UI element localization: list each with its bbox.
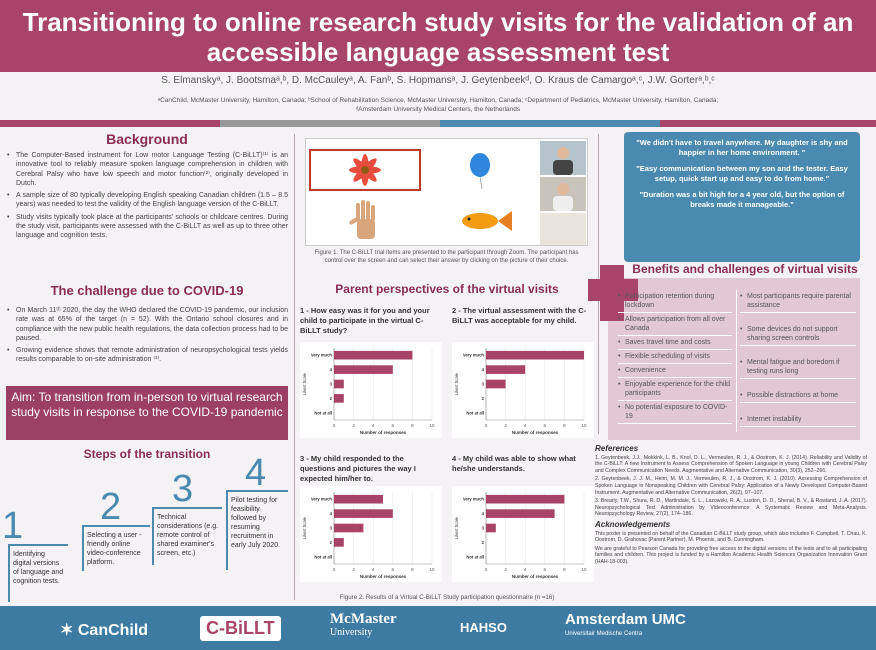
column-divider <box>736 290 737 432</box>
affiliation-line: ᵈAmsterdam University Medical Centers, the Netherlands <box>355 106 521 113</box>
x-axis-label: Number of responses <box>359 574 407 579</box>
list-item: • Most participants require parental assistance <box>740 290 856 313</box>
y-tick-label: 4 <box>481 367 484 373</box>
y-tick-label: 4 <box>329 367 332 373</box>
list-item: • On March 11ᵗʰ 2020, the day the WHO declared the COVID-19 pandemic, our inclusion rate was at 65% of the target (n = 52). With the Ontario school closures and in compliance with the new public health regulations, the data collection process had to be paused. <box>6 306 288 343</box>
poster-title: Transitioning to online research study visits for the validation of an accessible language assessment test <box>22 7 854 67</box>
flower-icon <box>311 151 419 189</box>
bar <box>486 495 564 504</box>
bar-chart-q1 <box>300 342 442 438</box>
x-tick-label: 2 <box>504 567 507 572</box>
benefits-list <box>618 290 732 424</box>
step-number: 3 <box>172 468 194 510</box>
logo-text: CanChild <box>77 622 149 639</box>
quote: "Easy communication between my son and the tester. Easy setup, quick start up and easy to do from home." <box>636 164 848 183</box>
step-box: Technical considerations (e.g. remote control of shared examiner's screen, etc.) <box>152 507 222 565</box>
x-tick-label: 4 <box>371 423 375 428</box>
y-tick-label: Not at all <box>466 554 484 560</box>
benefits-heading: Benefits and challenges of virtual visits <box>632 262 858 276</box>
list-item: • Growing evidence shows that remote administration of neuropsychological tests yields results comparable to on-site administration ⁽³⁾. <box>6 346 288 365</box>
affiliation-line: ᵃCanChild, McMaster University, Hamilton, Canada; ᵇSchool of Rehabilitation Science, McMaster University, Hamilton, Canada; ᶜDepartment of Pediatrics, McMaster University, Hamilton, Canada; <box>157 97 719 104</box>
list-item: • The Computer-Based instrument for Low motor Language Testing (C-BiLLT)⁽¹⁾ is an innovative tool to reliably measure spoken language comprehension in children with Cerebral Palsy who have low speech and motor function⁽²⁾, originally developed in Dutch. <box>6 151 288 188</box>
bar <box>334 495 383 504</box>
bar <box>486 524 496 533</box>
steps-heading: Steps of the transition <box>83 447 211 461</box>
hand-image <box>309 197 421 243</box>
cbillt-logo: C-BiLLT <box>200 616 281 641</box>
acknowledgement-item: This poster is presented on behalf of the Canadian C-BiLLT study group, which also includes F. Campbell, T. Chau, K. Oostrom, D. Grahovac (Parent Partner), M. Phoenix, and B. Cunningham. <box>595 530 867 544</box>
x-tick-label: 6 <box>543 423 547 428</box>
list-item: • Internet instability <box>740 413 856 427</box>
bar <box>334 351 412 360</box>
goldfish-image <box>424 197 536 243</box>
figure-2-caption: Figure 2. Results of a Virtual C-BiLLT Study participation questionnaire (n =16) <box>339 594 555 601</box>
divider-rule <box>440 120 660 127</box>
hand-icon <box>309 197 421 243</box>
list-item: • Participation retention during lockdown <box>618 290 732 313</box>
y-tick-label: Very much <box>462 352 484 358</box>
list-item: • A sample size of 80 typically developing English speaking Canadian children (1.5 – 8.5 years) was needed to test the validity of the English language version of the C-BiLLT. <box>6 191 288 210</box>
x-tick-label: 8 <box>411 567 414 572</box>
x-tick-label: 4 <box>523 567 527 572</box>
bar <box>334 394 344 403</box>
list-item: • Saves travel time and costs <box>618 336 732 350</box>
question-4: 4 - My child was able to show what he/she understands. <box>452 454 576 473</box>
goldfish-icon <box>424 197 536 243</box>
canchild-icon: ✶ <box>60 622 74 639</box>
x-tick-label: 10 <box>429 567 435 572</box>
x-tick-label: 10 <box>429 423 435 428</box>
canchild-logo <box>60 620 148 640</box>
logo-subtext: Universitair Medische Centra <box>565 631 643 637</box>
list-item: • Mental fatigue and boredom if testing runs long <box>740 356 856 379</box>
y-tick-label: Very much <box>462 496 484 502</box>
x-axis-label: Number of responses <box>359 430 407 435</box>
divider-rule <box>660 120 876 127</box>
author-list: S. Elmanskyᵃ, J. Bootsmaᵃ,ᵇ, D. McCauleyᵃ, A. Fanᵇ, S. Hopmansᵃ, J. Geytenbeekᵈ, O. Kraus de Camargoᵃ,ᶜ, J.W. Gorterᵃ,ᵇ,ᶜ <box>161 75 715 86</box>
divider-rule <box>0 120 220 127</box>
figure-1-caption: Figure 1. The C-BiLLT trial items are presented to the participant through Zoom. The participant has control over the screen and can select their answer by clicking on the picture of their choice. <box>314 250 579 264</box>
x-tick-label: 4 <box>371 567 375 572</box>
bar <box>334 524 363 533</box>
y-tick-label: 3 <box>329 525 332 531</box>
x-tick-label: 0 <box>484 423 488 428</box>
y-tick-label: Very much <box>310 352 332 358</box>
x-tick-label: 10 <box>581 567 587 572</box>
divider-rule <box>220 120 440 127</box>
y-tick-label: Not at all <box>314 410 332 416</box>
bar-chart-q3 <box>300 486 442 582</box>
bar-chart-q2 <box>452 342 594 438</box>
x-tick-label: 6 <box>391 423 395 428</box>
x-tick-label: 8 <box>563 423 566 428</box>
list-item: • No potential exposure to COVID-19 <box>618 401 732 424</box>
poster-banner <box>0 0 876 72</box>
x-axis-label: Number of responses <box>511 574 559 579</box>
reference-item: 2. Geytenbeek, J. J. M., Heim, M. M. J., Vermeulen, R. J., & Oostrom, K. J. (2010). Assessing Comprehension of Spoken Language in Nonspeaking Children with Cerebral Palsy: Application of a Newly Developed Computer-Based Instrument. Augmentative and Alternative Communication, 26(2), 97–107. <box>595 476 867 496</box>
references-section <box>595 446 867 568</box>
affiliations <box>0 96 876 114</box>
references-heading: References <box>595 444 639 453</box>
amsterdam-umc-logo <box>565 612 686 642</box>
x-tick-label: 4 <box>523 423 527 428</box>
y-tick-label: 3 <box>481 381 484 387</box>
step-number: 4 <box>245 452 267 494</box>
x-tick-label: 6 <box>543 567 547 572</box>
step-box: Pilot testing for feasibility followed by resuming recruitment in early July 2020. <box>226 490 288 570</box>
column-divider <box>294 134 295 600</box>
x-tick-label: 0 <box>484 567 488 572</box>
list-item: • Flexible scheduling of visits <box>618 350 732 364</box>
y-tick-label: 2 <box>481 539 484 545</box>
zoom-screenshot <box>305 138 588 246</box>
y-axis-label: Likert Scale <box>454 373 459 395</box>
bar <box>334 365 393 374</box>
acknowledgement-item: We are grateful to Pearson Canada for providing free access to the digital versions of the tests and to all participating families and children. This project is funded by a Hamilton Academic Health Sciences Organization Innovation Grant (HAH-18-003). <box>595 545 867 565</box>
logo-subtext: University <box>330 627 373 638</box>
y-tick-label: 2 <box>481 395 484 401</box>
person-icon <box>540 141 586 175</box>
background-list <box>6 151 288 244</box>
covid-list <box>6 306 288 368</box>
x-tick-label: 0 <box>332 423 336 428</box>
bar-chart-q4 <box>452 486 594 582</box>
x-axis-label: Number of responses <box>511 430 559 435</box>
bar <box>334 380 344 389</box>
list-item: • Some devices do not support sharing screen controls <box>740 323 856 346</box>
y-tick-label: 3 <box>481 525 484 531</box>
y-tick-label: 4 <box>481 511 484 517</box>
x-tick-label: 8 <box>563 567 566 572</box>
aim-box: Aim: To transition from in-person to virtual research study visits in response to the COVID-19 pandemic <box>6 386 288 440</box>
hahso-logo: HAHSO <box>460 620 507 635</box>
y-tick-label: Not at all <box>314 554 332 560</box>
question-3: 3 - My child responded to the questions and pictures the way I expected him/her to. <box>300 454 416 483</box>
quote: "We didn't have to travel anywhere. My daughter is shy and happier in her home environment. " <box>636 138 848 157</box>
bar <box>486 365 525 374</box>
x-tick-label: 2 <box>504 423 507 428</box>
challenges-list <box>740 290 856 427</box>
parent-quotes <box>624 132 860 262</box>
background-heading: Background <box>106 131 188 147</box>
list-item: • Convenience <box>618 364 732 378</box>
list-item: • Possible distractions at home <box>740 389 856 403</box>
bar <box>486 509 555 518</box>
question-1: 1 - How easy was it for you and your child to participate in the virtual C-BiLLT study? <box>300 306 430 335</box>
x-tick-label: 10 <box>581 423 587 428</box>
step-number: 1 <box>2 505 24 547</box>
video-tile <box>540 141 586 175</box>
balloon-image <box>424 149 536 191</box>
quote: "Duration was a bit high for a 4 year old, but the option of breaks made it manageable." <box>639 190 845 209</box>
x-tick-label: 2 <box>352 423 355 428</box>
x-tick-label: 6 <box>391 567 395 572</box>
step-number: 2 <box>100 486 122 528</box>
bar <box>486 351 584 360</box>
y-tick-label: 3 <box>329 381 332 387</box>
mcmaster-logo <box>330 612 397 640</box>
y-tick-label: Not at all <box>466 410 484 416</box>
list-item: • Enjoyable experience for the child participants <box>618 378 732 401</box>
balloon-icon <box>424 149 536 191</box>
y-tick-label: 4 <box>329 511 332 517</box>
y-tick-label: Very much <box>310 496 332 502</box>
logo-text: McMaster <box>330 611 397 627</box>
step-box: Identifying digital versions of language and cognition tests. <box>8 544 68 602</box>
y-axis-label: Likert Scale <box>302 373 307 395</box>
x-tick-label: 8 <box>411 423 414 428</box>
list-item: • Allows participation from all over Canada <box>618 313 732 336</box>
logo-text: Amsterdam UMC <box>565 611 686 628</box>
flower-image <box>309 149 421 191</box>
covid-heading: The challenge due to COVID-19 <box>50 283 244 298</box>
bar <box>334 509 393 518</box>
reference-item: 1. Geytenbeek, J.J., Mokkink, L. B., Knol, D. L., Vermeulen, R. J., & Oostrom, K. J. (2014). Reliability and Validity of the C-BiLLT: A new Instrument to Assess Comprehension of Spoken Language in young Children with Cerebral Palsy and Complex Communication Needs. Augmentative and Alternative Communication, 30(3), 252–266. <box>595 454 867 474</box>
parent-perspectives-heading: Parent perspectives of the virtual visits <box>335 282 559 296</box>
y-axis-label: Likert Scale <box>454 517 459 539</box>
x-tick-label: 2 <box>352 567 355 572</box>
step-box: Selecting a user - friendly online video-conference platform. <box>82 525 150 571</box>
video-tile <box>540 213 586 245</box>
x-tick-label: 0 <box>332 567 336 572</box>
list-item: • Study visits typically took place at the participants' schools or childcare centres. During the study visit, participants were assessed with the C-BiLLT as well as up to three other language and cognition tests. <box>6 213 288 241</box>
person-icon <box>540 177 586 211</box>
y-tick-label: 2 <box>329 539 332 545</box>
bar <box>334 538 344 547</box>
y-tick-label: 2 <box>329 395 332 401</box>
bar <box>486 380 506 389</box>
video-tile <box>540 177 586 211</box>
acknowledgements-heading: Acknowledgements <box>595 519 671 529</box>
reference-item: 3. Brearly, T.W., Shura, R. D., Martindale, S. L., Lazowski, R. A., Luxton, D. D., Shenal, B. V., & Rowland, J. A. (2017). Neuropsychological Test Administration by Videoconference: A Systematic Review and Meta-Analysis. Neuropsychology Review, 27(2), 174–186. <box>595 498 867 518</box>
question-2: 2 - The virtual assessment with the C-BiLLT was acceptable for my child. <box>452 306 587 325</box>
y-axis-label: Likert Scale <box>302 517 307 539</box>
